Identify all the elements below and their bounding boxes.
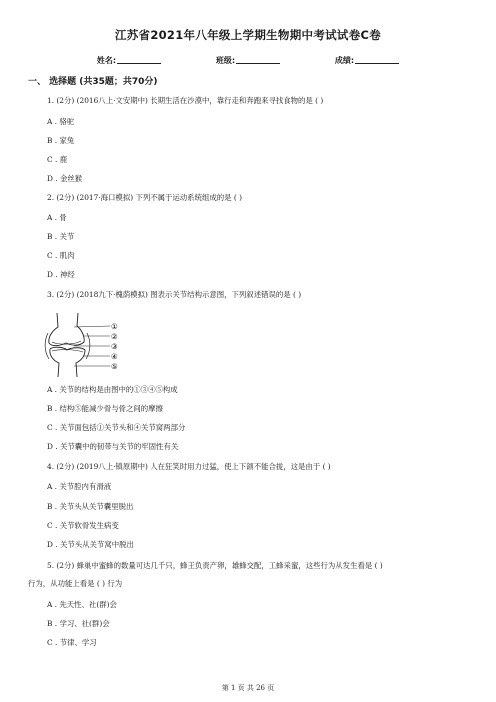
option-c[interactable]: C . 关节面包括①关节头和④关节窝两部分	[47, 423, 186, 432]
joint-diagram	[44, 313, 128, 377]
class-blank[interactable]	[236, 54, 280, 64]
question-stem: 3. (2分) (2018九下·槐荫模拟) 图表示关节结构示意图，下列叙述错误的是 ( )	[47, 290, 302, 299]
question-stem: 2. (2分) (2017·海口模拟) 下列不属于运动系统组成的是 ( )	[47, 193, 242, 202]
page-footer: 第 1 页 共 26 页	[221, 684, 275, 692]
score-label: 成绩:	[334, 56, 355, 65]
class-field[interactable]	[216, 54, 280, 66]
exam-title: 江苏省2021年八年级上学期生物期中考试试卷C卷	[114, 28, 382, 42]
option-a[interactable]: A . 关节的结构是由图中的①③④⑤构成	[47, 385, 178, 394]
section-heading: 一、 选择题 (共35题；共70分)	[28, 77, 158, 87]
name-field[interactable]	[97, 54, 161, 66]
class-label: 班级:	[215, 56, 236, 65]
student-info-row	[0, 54, 496, 66]
option-b[interactable]: B . 关节头从关节囊里脱出	[47, 502, 134, 511]
option-a[interactable]: A . 关节腔内有滑液	[47, 482, 112, 491]
score-field[interactable]	[335, 54, 399, 66]
figure-label-1: ①	[111, 322, 118, 331]
option-c[interactable]: C . 关节软骨发生病变	[47, 521, 119, 530]
option-d[interactable]: D . 关节囊中的韧带与关节的牢固性有关	[47, 442, 179, 451]
question-stem: 1. (2分) (2016八上·文安期中) 长期生活在沙漠中，靠行走和奔跑来寻找食物的是 ( )	[47, 96, 324, 105]
joint-structure-figure	[44, 313, 128, 377]
option-d[interactable]: D . 关节头从关节窝中脱出	[47, 540, 134, 549]
option-c[interactable]: C . 节律、学习	[47, 638, 97, 647]
question-stem-continued: 行为，从功能上看是 ( ) 行为	[28, 579, 123, 588]
option-d[interactable]: D . 金丝猴	[47, 174, 83, 183]
question-stem: 5. (2分) 蜂巢中蜜蜂的数量可达几千只，蜂王负责产卵，雄蜂交配，工蜂采蜜，这些行为从发生看是 ( )	[47, 561, 383, 570]
figure-label-4: ④	[111, 352, 118, 361]
option-b[interactable]: B . 学习、社(群)会	[47, 619, 110, 628]
option-a[interactable]: A . 先天性、社(群)会	[47, 600, 117, 609]
question-stem: 4. (2分) (2019八上·镇原期中) 人在狂笑时用力过猛，使上下颌不能合拢，这是由于 ( )	[47, 462, 331, 471]
option-a[interactable]: A . 骆驼	[47, 117, 75, 126]
figure-label-3: ③	[111, 342, 118, 351]
figure-label-5: ⑤	[111, 362, 118, 371]
option-a[interactable]: A . 骨	[47, 213, 67, 222]
option-b[interactable]: B . 家兔	[47, 136, 75, 145]
score-blank[interactable]	[355, 54, 399, 64]
option-c[interactable]: C . 肌肉	[47, 251, 75, 260]
option-b[interactable]: B . 结构⑤能减少骨与骨之间的摩擦	[47, 404, 163, 413]
figure-label-2: ②	[111, 332, 118, 341]
option-c[interactable]: C . 鹿	[47, 155, 68, 164]
name-blank[interactable]	[117, 54, 161, 64]
name-label: 姓名:	[96, 56, 117, 65]
option-d[interactable]: D . 神经	[47, 270, 75, 279]
option-b[interactable]: B . 关节	[47, 232, 75, 241]
